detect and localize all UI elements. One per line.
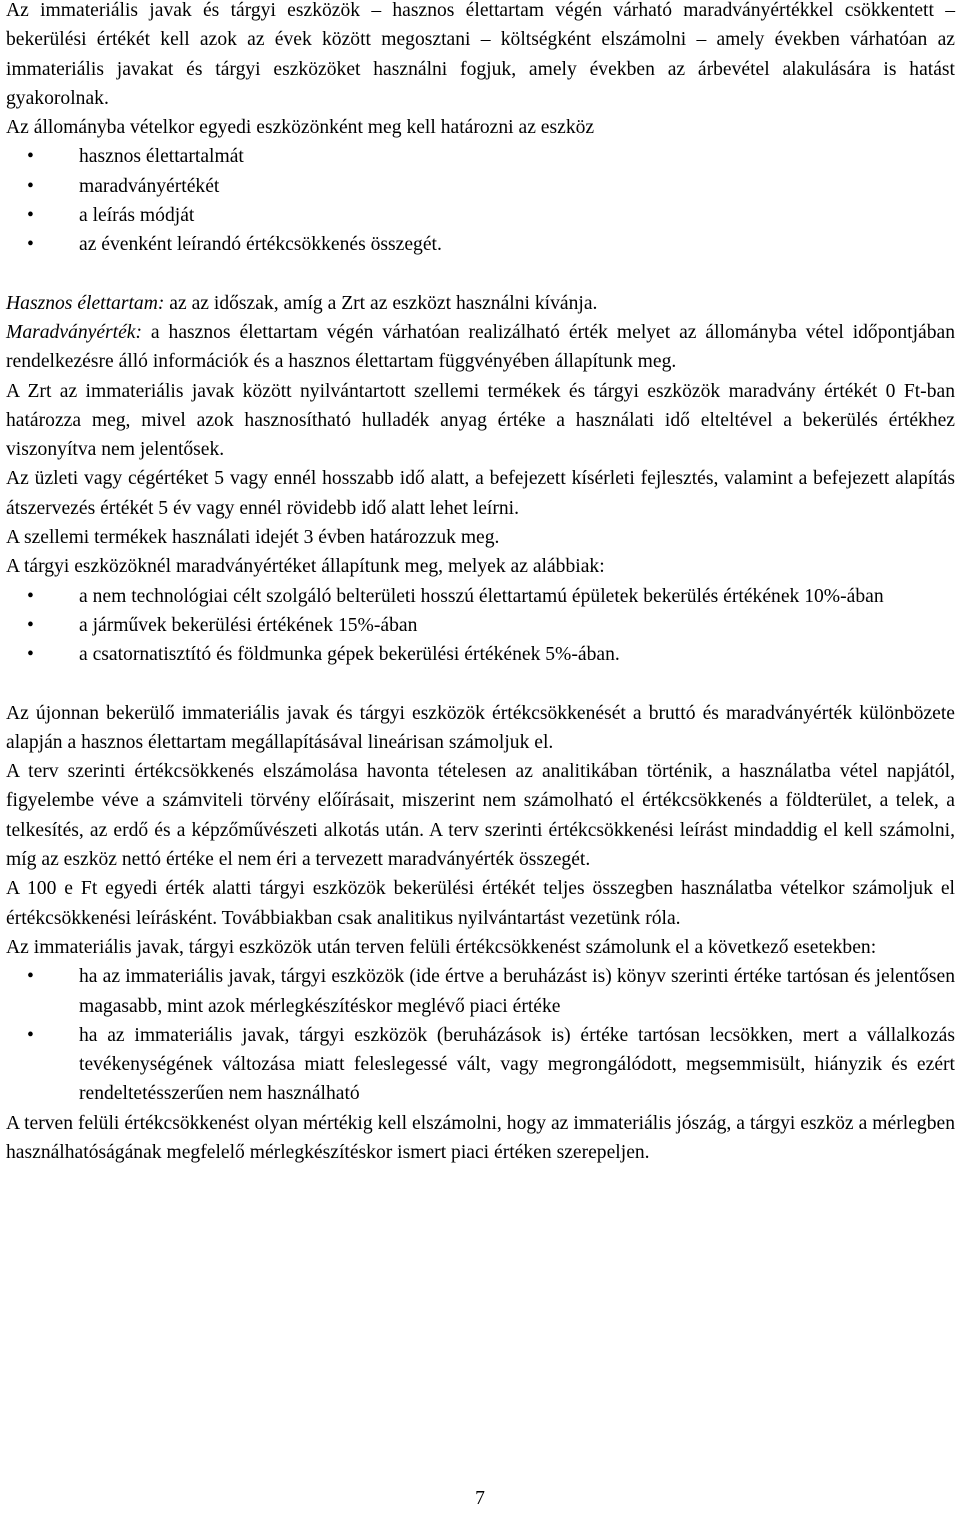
list-item: • maradványértékét [6,172,955,201]
paragraph-intro: Az immateriális javak és tárgyi eszközök – hasznos élettartam végén várható maradványértékkel csökkentett – bekerülési értékét kell azok az évek között megosztani – költségként elszámolni – amely években várhatóan az immateriális javakat és tárgyi eszközöket használni fogjuk, amely években az árbevétel alakulására is hatást gyakorolnak. [6,0,955,109]
term-label: Hasznos élettartam: [6,292,165,314]
bullet-icon: • [27,234,34,256]
paragraph-final: A terven felüli értékcsökkenést olyan mértékig kell elszámolni, hogy az immateriális jószág, a tárgyi eszköz a mérlegben használhatóságának megfelelő mérlegkészítéskor ismert piaci értéken szerepeljen. [6,1112,955,1163]
list-item: • a leírás módját [6,201,955,230]
paragraph-list-lead: Az állományba vételkor egyedi eszközönként meg kell határozni az eszköz [6,117,595,139]
paragraph-spacer [6,260,955,289]
paragraph: Az üzleti vagy cégértéket 5 vagy ennél hosszabb idő alatt, a befejezett kísérleti fejlesztés, valamint a befejezett alapítás átszervezés értékét 5 év vagy ennél rövidebb idő alatt lehet leírni. [6,468,955,519]
paragraph-spacer [6,670,955,699]
bullet-icon: • [27,205,34,227]
definition-text: az az időszak, amíg a Zrt az eszközt használni kívánja. [164,292,598,314]
bullet-icon: • [27,585,34,607]
list-item: • az évenként leírandó értékcsökkenés összegét. [6,230,955,259]
bullet-icon: • [27,644,34,666]
list-item: • ha az immateriális javak, tárgyi eszközök (ide értve a beruházást is) könyv szerinti értéke tartósan és jelentősen magasabb, mint azok mérlegkészítéskor meglévő piaci értéke [6,962,955,1021]
list-item: • a nem technológiai célt szolgáló belterületi hosszú élettartamú épületek bekerülés értékének 10%-ában [6,582,955,611]
bullet-list-residual-values [6,582,955,670]
paragraph: Az immateriális javak, tárgyi eszközök után terven felüli értékcsökkenést számolunk el a következő esetekben: [6,936,877,958]
paragraph: A terv szerinti értékcsökkenés elszámolása havonta tételesen az analitikában történik, a használatba vétel napjától, figyelembe véve a számviteli törvény előírásait, miszerint nem számolható el értékcsökkenés a földterület, a telek, a telkesítés, az erdő és a képzőművészeti alkotás után. A terv szerinti értékcsökkenési leírást mindaddig el kell számolni, míg az eszköz nettó értéke el nem éri a tervezett maradványérték összegét. [6,761,955,871]
definition-useful-life [6,289,955,318]
bullet-icon: • [27,1024,34,1046]
term-label: Maradványérték: [6,321,143,343]
list-item: • a járművek bekerülési értékének 15%-ában [6,611,955,640]
bullet-icon: • [27,966,34,988]
paragraph: A szellemi termékek használati idejét 3 évben határozzuk meg. [6,527,500,549]
bullet-list-asset-properties [6,142,955,259]
page-content [6,0,955,1167]
list-item: • ha az immateriális javak, tárgyi eszközök (beruházások is) értéke tartósan lecsökken, mert a vállalkozás tevékenységének változása miatt feleslegessé vált, vagy megrongálódott, megsemmisült, hiányzik és ezért rendeltetésszerűen nem használható [6,1021,955,1109]
bullet-list-impairment-cases [6,962,955,1108]
list-item: • hasznos élettartalmát [6,142,955,171]
bullet-icon: • [27,614,34,636]
list-item: • a csatornatisztító és földmunka gépek bekerülési értékének 5%-ában. [6,640,955,669]
paragraph: A tárgyi eszközöknél maradványértéket állapítunk meg, melyek az alábbiak: [6,556,605,578]
paragraph: Az újonnan bekerülő immateriális javak és tárgyi eszközök értékcsökkenését a bruttó és maradványérték különbözete alapján a hasznos élettartam megállapításával lineárisan számoljuk el. [6,702,955,753]
paragraph: A Zrt az immateriális javak között nyilvántartott szellemi termékek és tárgyi eszközök maradvány értékét 0 Ft-ban határozza meg, mivel azok hasznosítható hulladék anyag értéke a használati idő elteltével a bekerülés értékhez viszonyítva nem jelentősek. [6,380,955,461]
definition-text: a hasznos élettartam végén várhatóan realizálható érték melyet az állományba vétel időpontjában rendelkezésre álló információk és a hasznos élettartam függvényében állapítunk meg. [6,321,955,373]
definition-residual-value [6,318,955,377]
paragraph: A 100 e Ft egyedi érték alatti tárgyi eszközök bekerülési értékét teljes összegben használatba vételkor számoljuk el értékcsökkenési leírásként. Továbbiakban csak analitikus nyilvántartást vezetünk róla. [6,878,955,929]
bullet-icon: • [27,146,34,168]
bullet-icon: • [27,175,34,197]
page-number: 7 [475,1488,485,1509]
